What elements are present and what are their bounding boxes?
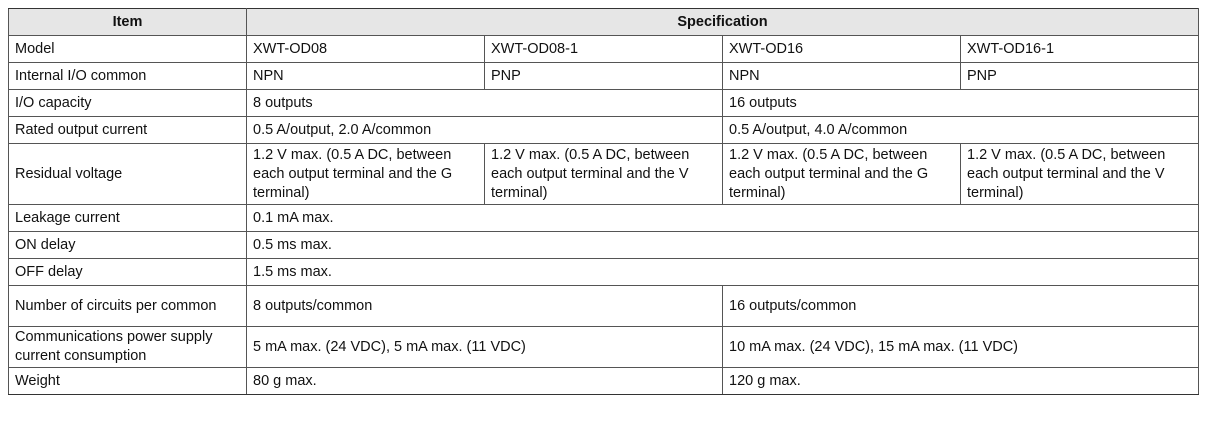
row-label: Internal I/O common xyxy=(9,63,247,90)
cell-value: 0.1 mA max. xyxy=(247,205,1199,232)
cell-value: 8 outputs/common xyxy=(247,286,723,327)
cell-value: 16 outputs xyxy=(723,90,1199,117)
header-specification: Specification xyxy=(247,9,1199,36)
row-label: I/O capacity xyxy=(9,90,247,117)
row-label: Weight xyxy=(9,368,247,395)
row-label: Model xyxy=(9,36,247,63)
row-leakage-current xyxy=(9,205,1199,232)
cell-value: PNP xyxy=(485,63,723,90)
cell-value: 16 outputs/common xyxy=(723,286,1199,327)
row-label: Communications power supply current consumption xyxy=(9,327,247,368)
cell-value: 1.5 ms max. xyxy=(247,259,1199,286)
row-label: Rated output current xyxy=(9,117,247,144)
row-io-capacity xyxy=(9,90,1199,117)
row-label: Leakage current xyxy=(9,205,247,232)
cell-value: 1.2 V max. (0.5 A DC, between each output terminal and the V terminal) xyxy=(961,144,1199,205)
row-rated-output-current xyxy=(9,117,1199,144)
cell-value: 5 mA max. (24 VDC), 5 mA max. (11 VDC) xyxy=(247,327,723,368)
cell-value: 0.5 A/output, 2.0 A/common xyxy=(247,117,723,144)
cell-value: 1.2 V max. (0.5 A DC, between each output terminal and the G terminal) xyxy=(723,144,961,205)
cell-value: 1.2 V max. (0.5 A DC, between each output terminal and the V terminal) xyxy=(485,144,723,205)
cell-value: 0.5 A/output, 4.0 A/common xyxy=(723,117,1199,144)
cell-value: 10 mA max. (24 VDC), 15 mA max. (11 VDC) xyxy=(723,327,1199,368)
cell-value: 1.2 V max. (0.5 A DC, between each output terminal and the G terminal) xyxy=(247,144,485,205)
row-residual-voltage xyxy=(9,144,1199,205)
row-label: Residual voltage xyxy=(9,144,247,205)
row-weight xyxy=(9,368,1199,395)
row-label: Number of circuits per common xyxy=(9,286,247,327)
header-row xyxy=(9,9,1199,36)
row-model xyxy=(9,36,1199,63)
cell-value: XWT-OD08-1 xyxy=(485,36,723,63)
header-item: Item xyxy=(9,9,247,36)
cell-value: XWT-OD16 xyxy=(723,36,961,63)
row-on-delay xyxy=(9,232,1199,259)
row-off-delay xyxy=(9,259,1199,286)
cell-value: XWT-OD16-1 xyxy=(961,36,1199,63)
specification-table xyxy=(8,8,1199,395)
row-circuits-per-common xyxy=(9,286,1199,327)
row-internal-io-common xyxy=(9,63,1199,90)
cell-value: 0.5 ms max. xyxy=(247,232,1199,259)
cell-value: 80 g max. xyxy=(247,368,723,395)
row-label: ON delay xyxy=(9,232,247,259)
cell-value: NPN xyxy=(247,63,485,90)
row-communications-power xyxy=(9,327,1199,368)
cell-value: XWT-OD08 xyxy=(247,36,485,63)
cell-value: 8 outputs xyxy=(247,90,723,117)
row-label: OFF delay xyxy=(9,259,247,286)
cell-value: 120 g max. xyxy=(723,368,1199,395)
cell-value: NPN xyxy=(723,63,961,90)
cell-value: PNP xyxy=(961,63,1199,90)
